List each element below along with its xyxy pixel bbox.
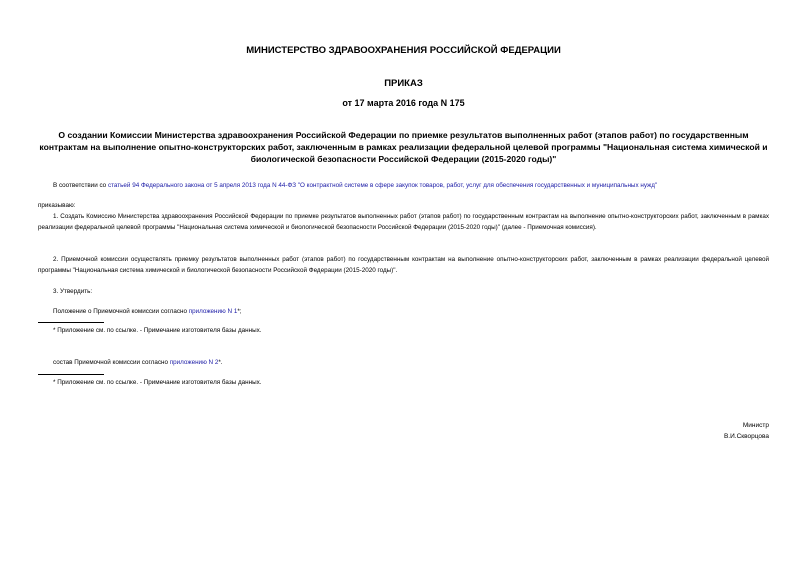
approve-item-1: [53, 306, 242, 317]
item-3: 3. Утвердить:: [53, 288, 93, 295]
appendix-1-link[interactable]: приложению N 1: [188, 308, 238, 315]
footnote-2: * Приложение см. по ссылке. - Примечание изготовителя базы данных.: [53, 379, 262, 386]
preamble: [53, 180, 783, 191]
approve-item-1-text: Положение о Приемочной комиссии согласно: [53, 308, 189, 315]
order-date: от 17 марта 2016 года N 175: [342, 98, 465, 108]
signature-position: Министр: [742, 422, 769, 429]
ministry-heading: МИНИСТЕРСТВО ЗДРАВООХРАНЕНИЯ РОССИЙСКОЙ ФЕДЕРАЦИИ: [246, 45, 561, 56]
appendix-2-link[interactable]: приложению N 2: [169, 359, 219, 366]
approve-item-2-suffix: *.: [218, 359, 223, 366]
approve-item-2-text: состав Приемочной комиссии согласно: [53, 359, 170, 366]
document-title: О создании Комиссии Министерства здравоохранения Российской Федерации по приемке результатов выполненных работ (этапов работ) по государственным контрактам на выполнение опытно-конструкторских работ, заключенным в рамках реализации федеральной целевой программы "Национальная система химической и биологической безопасности Российской Федерации (2015-2020 годы)": [39, 130, 768, 164]
preamble-text: В соответствии со: [53, 182, 108, 189]
law-link[interactable]: статьей 94 Федерального закона от 5 апреля 2013 года N 44-ФЗ "О контрактной системе в сфере закупок товаров, работ, услуг для обеспечения государственных и муниципальных нужд": [107, 182, 658, 189]
footnote-1: * Приложение см. по ссылке. - Примечание изготовителя базы данных.: [53, 327, 262, 334]
footnote-divider-1: [38, 322, 104, 323]
order-word: приказываю:: [38, 202, 76, 209]
item-1: 1. Создать Комиссию Министерства здравоохранения Российской Федерации по приемке результатов выполненных работ (этапов работ) по государственным контрактам на выполнение опытно-конструкторских работ, заключенным в рамках реализации федеральной целевой программы "Национальная система химической и биологической безопасности Российской Федерации (2015-2020 годы)" (далее - Приемочная комиссия).: [38, 213, 769, 231]
order-heading: ПРИКАЗ: [384, 78, 423, 89]
footnote-divider-2: [38, 374, 104, 375]
signature-name: В.И.Скворцова: [723, 433, 769, 440]
approve-item-2: [53, 357, 223, 368]
approve-item-1-suffix: *;: [237, 308, 242, 315]
item-2: 2. Приемочной комиссии осуществлять приемку результатов выполненных работ (этапов работ) по государственным контрактам на выполнение опытно-конструкторских работ, заключенным в рамках реализации федеральной целевой программы "Национальная система химической и биологической безопасности Российской Федерации (2015-2020 годы)".: [38, 256, 769, 274]
